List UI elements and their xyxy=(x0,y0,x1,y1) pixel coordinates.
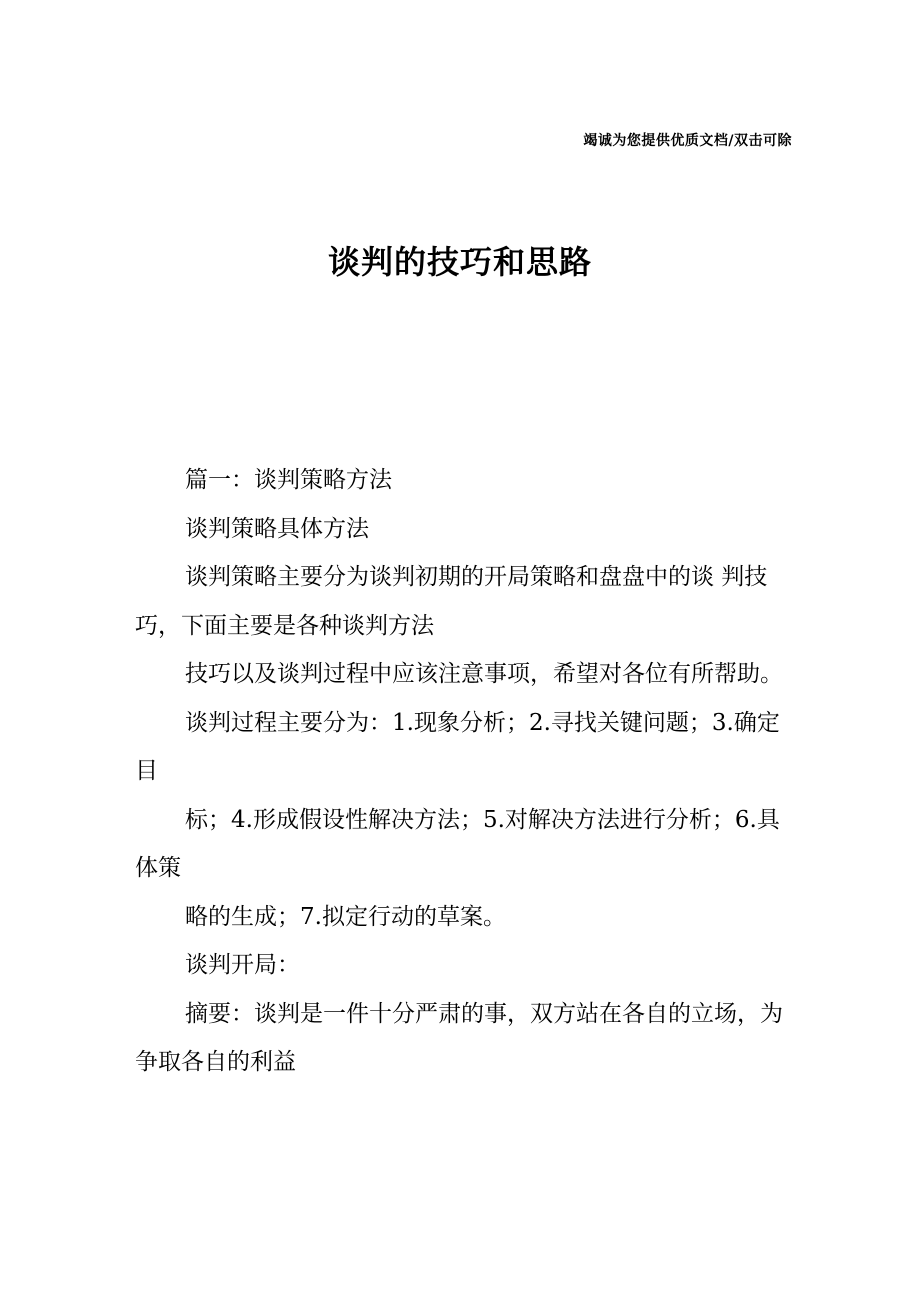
paragraph: 摘要：谈判是一件十分严肃的事，双方站在各自的立场，为争取各自的利益 xyxy=(135,1000,783,1075)
paragraph: 谈判开局： xyxy=(185,952,300,978)
document-body xyxy=(135,456,790,1087)
paragraph-section-heading: 篇一：谈判策略方法 xyxy=(185,467,392,493)
header-note: 竭诚为您提供优质文档/双击可除 xyxy=(583,133,792,149)
paragraph: 谈判过程主要分为：1.现象分析；2.寻找关键问题；3.确定目 xyxy=(135,709,780,784)
paragraph-subheading: 谈判策略具体方法 xyxy=(185,515,369,542)
paragraph: 谈判策略主要分为谈判初期的开局策略和盘盘中的谈 判技巧，下面主要是各种谈判方法 xyxy=(135,564,768,639)
paragraph: 技巧以及谈判过程中应该注意事项，希望对各位有所帮助。 xyxy=(185,661,783,687)
document-title: 谈判的技巧和思路 xyxy=(327,243,592,281)
paragraph: 标；4.形成假设性解决方法；5.对解决方法进行分析；6.具体策 xyxy=(135,806,780,881)
paragraph: 略的生成；7.拟定行动的草案。 xyxy=(185,903,506,930)
